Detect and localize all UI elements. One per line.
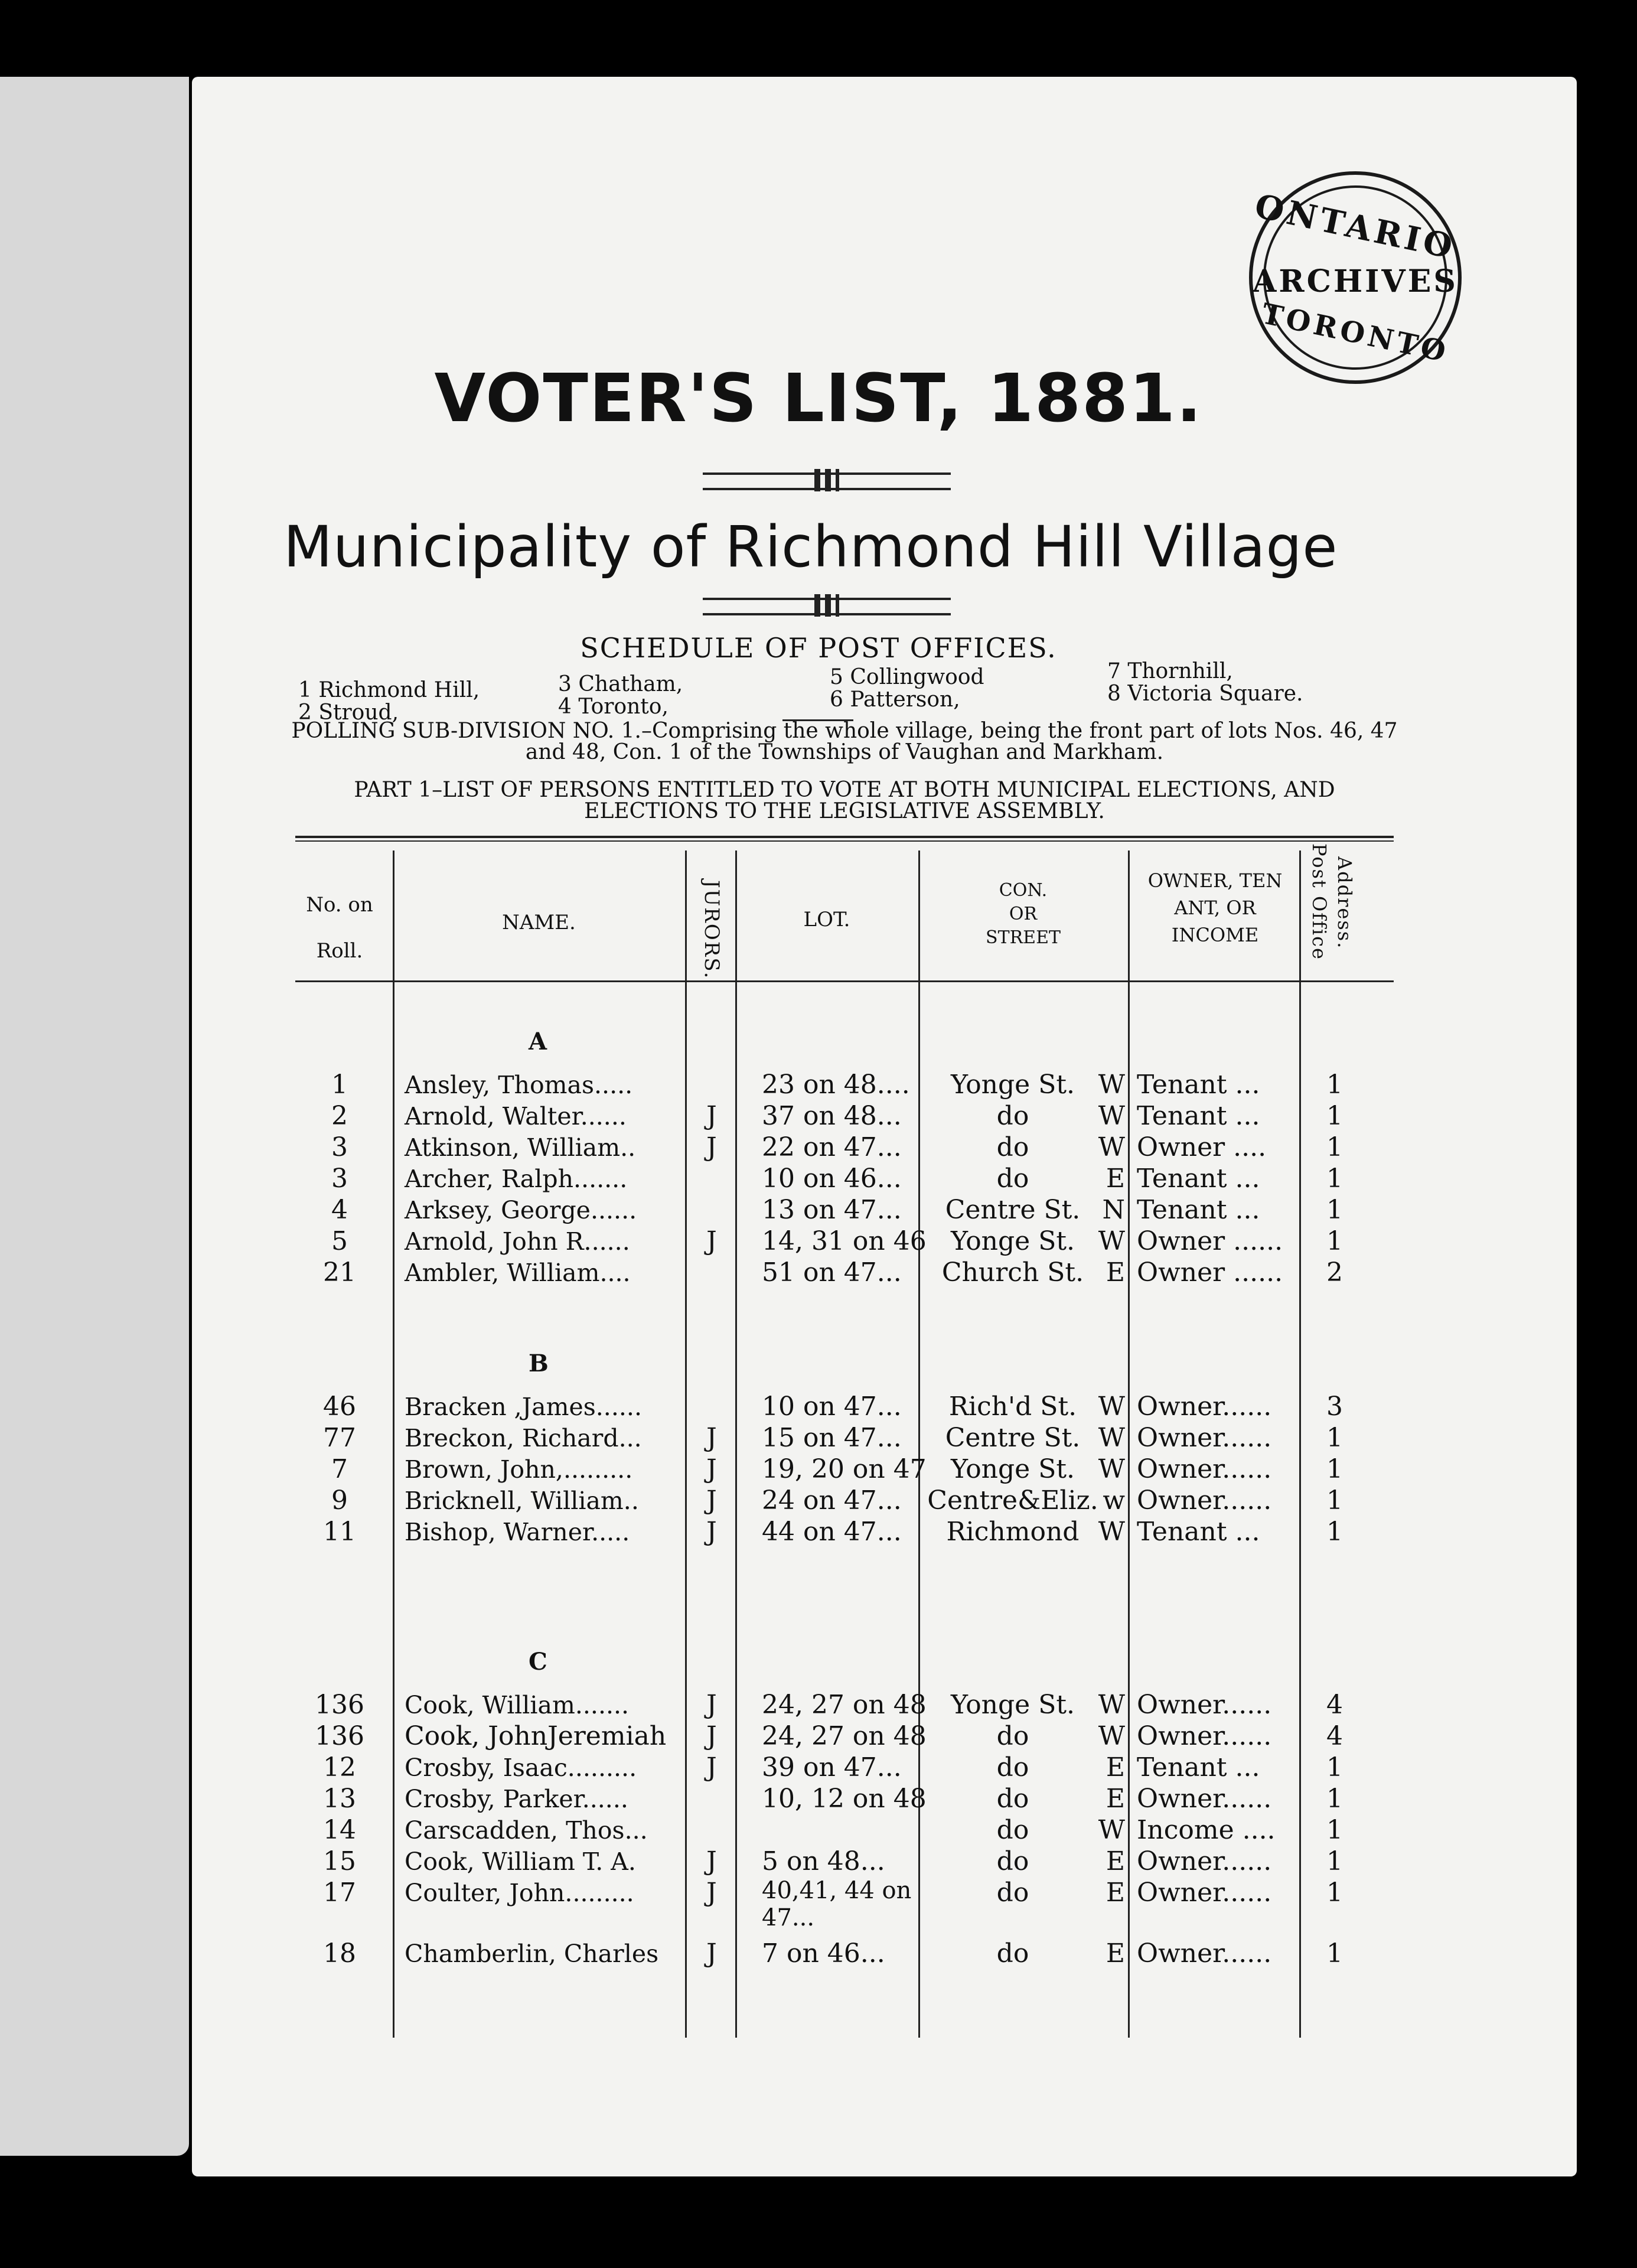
direction-cell: W <box>1098 1454 1125 1484</box>
direction-cell: W <box>1098 1226 1125 1256</box>
post-office-cell: 1 <box>1326 1752 1343 1783</box>
juror-cell: J <box>706 1132 717 1162</box>
voter-name-cell: Crosby, Isaac......... <box>405 1754 637 1782</box>
juror-cell: J <box>706 1846 717 1876</box>
part-line: PART 1–LIST OF PERSONS ENTITLED TO VOTE AT BOTH MUNICIPAL ELECTIONS, AND <box>354 778 1335 802</box>
direction-cell: W <box>1098 1517 1125 1547</box>
lot-cell: 22 on 47... <box>762 1132 902 1162</box>
post-office-cell: 1 <box>1326 1070 1343 1100</box>
column-divider <box>393 850 394 2038</box>
owner-status-cell: Owner...... <box>1137 1784 1272 1814</box>
street-cell: do <box>996 1132 1029 1162</box>
post-office-cell: 1 <box>1326 1101 1343 1131</box>
stamp-bottom-text: TORONTO <box>1258 297 1452 369</box>
direction-cell: E <box>1106 1938 1125 1969</box>
direction-cell: E <box>1106 1846 1125 1876</box>
section-letter: B <box>529 1350 549 1377</box>
voter-name-cell: Atkinson, William.. <box>405 1133 636 1162</box>
roll-number-cell: 77 <box>323 1423 356 1453</box>
street-cell: do <box>996 1101 1029 1131</box>
post-office-item: 4 Toronto, <box>558 695 669 719</box>
post-office-cell: 1 <box>1326 1195 1343 1225</box>
direction-cell: W <box>1098 1423 1125 1453</box>
owner-status-cell: Owner...... <box>1137 1878 1272 1908</box>
juror-cell: J <box>706 1938 717 1969</box>
lot-cell: 10 on 47... <box>762 1392 902 1422</box>
header-lot: LOT. <box>803 908 850 931</box>
section-letter: C <box>529 1648 547 1676</box>
header-po-line: Post Office <box>1308 843 1331 960</box>
part-heading-text <box>289 780 1400 822</box>
lot-cell: 10 on 46... <box>762 1164 902 1194</box>
lot-cell: 24, 27 on 48 <box>762 1721 927 1751</box>
juror-cell: J <box>706 1878 717 1908</box>
lot-cell: 23 on 48.... <box>762 1070 910 1100</box>
owner-status-cell: Owner...... <box>1137 1846 1272 1876</box>
post-office-item: 5 Collingwood <box>830 665 984 689</box>
roll-number-cell: 9 <box>331 1485 348 1516</box>
street-cell: Yonge St. <box>950 1690 1075 1720</box>
juror-cell: J <box>706 1423 717 1453</box>
owner-status-cell: Owner...... <box>1137 1938 1272 1969</box>
juror-cell: J <box>706 1752 717 1783</box>
ornament-divider <box>703 472 951 490</box>
owner-status-cell: Tenant ... <box>1137 1195 1260 1225</box>
column-divider <box>685 850 687 2038</box>
owner-status-cell: Owner ...... <box>1137 1226 1283 1256</box>
header-post-office <box>1308 843 1331 960</box>
header-con-line: OR <box>1009 904 1038 924</box>
table-top-rule <box>295 836 1394 838</box>
street-cell: do <box>996 1846 1029 1876</box>
polling-line: POLLING SUB-DIVISION NO. 1.–Comprising the whole village, being the front part of lots Nos. 46, 47 <box>291 719 1398 743</box>
post-office-item: 1 Richmond Hill, <box>298 678 480 702</box>
roll-number-cell: 21 <box>323 1257 356 1288</box>
post-office-cell: 1 <box>1326 1784 1343 1814</box>
voter-name-cell: Bricknell, William.. <box>405 1487 639 1515</box>
page-subtitle: Municipality of Richmond Hill Village <box>283 514 1338 580</box>
roll-number-cell: 17 <box>323 1878 356 1908</box>
lot-cell: 44 on 47... <box>762 1517 902 1547</box>
roll-number-cell: 3 <box>331 1164 348 1194</box>
direction-cell: E <box>1106 1257 1125 1288</box>
street-cell: Yonge St. <box>950 1070 1075 1100</box>
roll-number-cell: 14 <box>323 1815 356 1845</box>
table-header-rule <box>295 980 1394 982</box>
voter-name-cell: Ansley, Thomas..... <box>405 1071 633 1099</box>
post-office-item: 6 Patterson, <box>830 687 960 712</box>
owner-status-cell: Owner...... <box>1137 1485 1272 1516</box>
header-post-office-2 <box>1333 856 1356 949</box>
header-roll-line: No. on <box>306 893 373 917</box>
street-cell: Church St. <box>941 1257 1084 1288</box>
post-office-item: 3 Chatham, <box>558 672 683 696</box>
direction-cell: W <box>1098 1070 1125 1100</box>
voter-name-cell: Bracken ,James...... <box>405 1393 642 1421</box>
voter-name-cell: Chamberlin, Charles <box>405 1940 659 1968</box>
table-top-rule-thin <box>295 840 1394 842</box>
post-office-item: 7 Thornhill, <box>1107 659 1233 683</box>
roll-number-cell: 136 <box>315 1721 364 1751</box>
owner-status-cell: Income .... <box>1137 1815 1276 1845</box>
post-office-cell: 1 <box>1326 1846 1343 1876</box>
street-cell: Yonge St. <box>950 1454 1075 1484</box>
juror-cell: J <box>706 1517 717 1547</box>
roll-number-cell: 7 <box>331 1454 348 1484</box>
direction-cell: W <box>1098 1392 1125 1422</box>
lot-cell: 5 on 48... <box>762 1846 885 1876</box>
voter-name-cell: Archer, Ralph....... <box>405 1165 628 1193</box>
voter-name-cell: Breckon, Richard... <box>405 1424 642 1452</box>
page-title: VOTER'S LIST, 1881. <box>434 360 1203 437</box>
owner-status-cell: Owner...... <box>1137 1690 1272 1720</box>
street-cell: do <box>996 1752 1029 1783</box>
direction-cell: E <box>1106 1164 1125 1194</box>
voter-name-cell: Ambler, William.... <box>405 1259 631 1287</box>
header-po-line: Address. <box>1333 856 1356 950</box>
post-office-cell: 1 <box>1326 1132 1343 1162</box>
street-cell: do <box>996 1721 1029 1751</box>
lot-cell: 19, 20 on 47 <box>762 1454 927 1484</box>
direction-cell: E <box>1106 1878 1125 1908</box>
owner-status-cell: Tenant ... <box>1137 1164 1260 1194</box>
voter-name-cell: Arnold, John R...... <box>405 1227 630 1256</box>
street-cell: do <box>996 1878 1029 1908</box>
roll-number-cell: 11 <box>323 1517 356 1547</box>
lot-cell: 13 on 47... <box>762 1195 902 1225</box>
voter-name-cell: Cook, JohnJeremiah <box>405 1721 667 1751</box>
juror-cell: J <box>706 1454 717 1484</box>
header-name: NAME. <box>502 911 576 934</box>
header-owner-line: ANT, OR <box>1174 897 1256 919</box>
column-divider <box>1299 850 1301 2038</box>
roll-number-cell: 46 <box>323 1392 356 1422</box>
post-office-cell: 4 <box>1326 1690 1343 1720</box>
column-divider <box>735 850 737 2038</box>
voter-name-cell: Coulter, John......... <box>405 1879 634 1907</box>
ornament-divider <box>703 598 951 615</box>
schedule-heading: SCHEDULE OF POST OFFICES. <box>580 632 1057 664</box>
lot-cell: 24 on 47... <box>762 1485 902 1516</box>
roll-number-cell: 5 <box>331 1226 348 1256</box>
voter-name-cell: Arnold, Walter...... <box>405 1102 627 1130</box>
owner-status-cell: Owner...... <box>1137 1721 1272 1751</box>
voter-name-cell: Crosby, Parker...... <box>405 1785 628 1813</box>
post-office-cell: 1 <box>1326 1423 1343 1453</box>
header-owner <box>1131 867 1299 949</box>
post-office-cell: 1 <box>1326 1815 1343 1845</box>
street-cell: do <box>996 1784 1029 1814</box>
juror-cell: J <box>706 1721 717 1751</box>
juror-cell: J <box>706 1226 717 1256</box>
lot-cell: 10, 12 on 48 <box>762 1784 927 1814</box>
juror-cell: J <box>706 1485 717 1516</box>
roll-number-cell: 15 <box>323 1846 356 1876</box>
owner-status-cell: Owner .... <box>1137 1132 1267 1162</box>
header-con-street <box>921 879 1125 950</box>
voter-name-cell: Cook, William....... <box>405 1691 630 1719</box>
roll-number-cell: 18 <box>323 1938 356 1969</box>
lot-cell: 7 on 46... <box>762 1938 885 1969</box>
owner-status-cell: Owner...... <box>1137 1392 1272 1422</box>
archives-stamp <box>1249 171 1462 384</box>
stamp-middle-text: ARCHIVES <box>1253 263 1458 299</box>
street-cell: Yonge St. <box>950 1226 1075 1256</box>
owner-status-cell: Tenant ... <box>1137 1517 1260 1547</box>
post-office-cell: 1 <box>1326 1485 1343 1516</box>
lot-cell: 40,41, 44 on 47... <box>762 1877 912 1931</box>
direction-cell: W <box>1098 1132 1125 1162</box>
header-roll <box>289 892 390 964</box>
lot-cell: 39 on 47... <box>762 1752 902 1783</box>
owner-status-cell: Owner ...... <box>1137 1257 1283 1288</box>
lot-cell: 51 on 47... <box>762 1257 902 1288</box>
lot-cell: 14, 31 on 46 <box>762 1226 927 1256</box>
direction-cell: W <box>1098 1101 1125 1131</box>
roll-number-cell: 2 <box>331 1101 348 1131</box>
post-office-cell: 1 <box>1326 1164 1343 1194</box>
roll-number-cell: 13 <box>323 1784 356 1814</box>
roll-number-cell: 1 <box>331 1070 348 1100</box>
street-cell: Centre&Eliz. <box>927 1485 1098 1516</box>
post-office-item: 8 Victoria Square. <box>1107 682 1303 706</box>
owner-status-cell: Owner...... <box>1137 1454 1272 1484</box>
voter-name-cell: Carscadden, Thos... <box>405 1816 648 1845</box>
post-office-cell: 1 <box>1326 1938 1343 1969</box>
post-office-item: 2 Stroud, <box>298 700 399 725</box>
post-office-cell: 3 <box>1326 1392 1343 1422</box>
voter-name-cell: Cook, William T. A. <box>405 1847 636 1876</box>
part-line: ELECTIONS TO THE LEGISLATIVE ASSEMBLY. <box>584 799 1105 823</box>
street-cell: Richmond <box>946 1517 1080 1547</box>
roll-number-cell: 4 <box>331 1195 348 1225</box>
juror-cell: J <box>706 1690 717 1720</box>
post-office-cell: 1 <box>1326 1226 1343 1256</box>
post-office-cell: 1 <box>1326 1878 1343 1908</box>
stamp-top-text: ONTARIO <box>1251 186 1459 268</box>
roll-number-cell: 3 <box>331 1132 348 1162</box>
header-jurors: JURORS. <box>700 880 723 980</box>
street-cell: Centre St. <box>945 1423 1081 1453</box>
header-con-line: STREET <box>986 927 1061 948</box>
street-cell: do <box>996 1164 1029 1194</box>
juror-cell: J <box>706 1101 717 1131</box>
post-office-cell: 1 <box>1326 1454 1343 1484</box>
direction-cell: E <box>1106 1752 1125 1783</box>
polling-line: and 48, Con. 1 of the Townships of Vaughan and Markham. <box>525 740 1164 764</box>
street-cell: do <box>996 1938 1029 1969</box>
roll-number-cell: 136 <box>315 1690 364 1720</box>
owner-status-cell: Tenant ... <box>1137 1752 1260 1783</box>
street-cell: Centre St. <box>945 1195 1081 1225</box>
lot-cell: 15 on 47... <box>762 1423 902 1453</box>
header-owner-line: OWNER, TEN <box>1147 869 1283 892</box>
owner-status-cell: Owner...... <box>1137 1423 1272 1453</box>
direction-cell: W <box>1098 1721 1125 1751</box>
voter-name-cell: Arksey, George...... <box>405 1196 637 1224</box>
polling-subdivision-text <box>289 721 1400 763</box>
post-office-cell: 4 <box>1326 1721 1343 1751</box>
direction-cell: N <box>1102 1195 1125 1225</box>
roll-number-cell: 12 <box>323 1752 356 1783</box>
column-divider <box>1128 850 1130 2038</box>
header-roll-line: Roll. <box>316 939 363 963</box>
header-owner-line: INCOME <box>1171 924 1259 946</box>
direction-cell: w <box>1103 1485 1125 1516</box>
direction-cell: E <box>1106 1784 1125 1814</box>
lot-cell: 37 on 48... <box>762 1101 902 1131</box>
voter-name-cell: Bishop, Warner..... <box>405 1518 630 1546</box>
owner-status-cell: Tenant ... <box>1137 1101 1260 1131</box>
voter-name-cell: Brown, John,......... <box>405 1455 633 1484</box>
street-cell: Rich'd St. <box>948 1392 1077 1422</box>
direction-cell: W <box>1098 1690 1125 1720</box>
street-cell: do <box>996 1815 1029 1845</box>
post-office-cell: 1 <box>1326 1517 1343 1547</box>
header-con-line: CON. <box>999 880 1048 901</box>
section-letter: A <box>529 1028 547 1055</box>
lot-cell: 24, 27 on 48 <box>762 1690 927 1720</box>
post-office-cell: 2 <box>1326 1257 1343 1288</box>
owner-status-cell: Tenant ... <box>1137 1070 1260 1100</box>
direction-cell: W <box>1098 1815 1125 1845</box>
